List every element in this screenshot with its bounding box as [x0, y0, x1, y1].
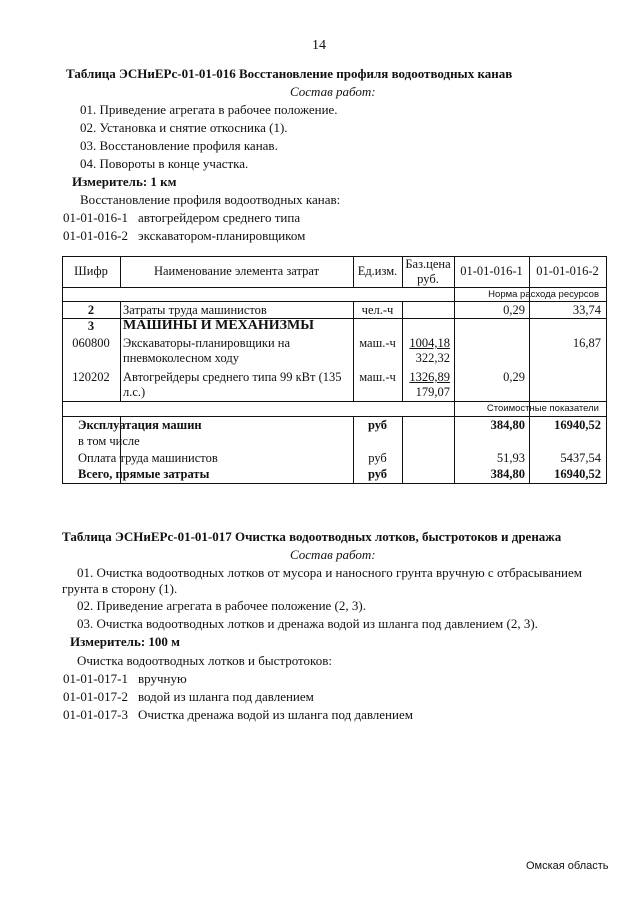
- graders-code: 120202: [72, 370, 110, 384]
- total-unit: руб: [367, 467, 388, 481]
- labor-code: 2: [87, 303, 95, 317]
- header-base-price-line2: руб.: [417, 272, 439, 286]
- header-cipher: Шифр: [74, 264, 108, 278]
- graders-name-line2: л.с.): [123, 385, 146, 399]
- table2-variant-1-text: вручную: [138, 671, 187, 686]
- graders-name-line1: Автогрейдеры среднего типа 99 кВт (135: [123, 370, 342, 384]
- table2-step-2: 02. Приведение агрегата в рабочее положение (2, 3).: [77, 598, 366, 613]
- operation-v2: 16940,52: [554, 418, 601, 432]
- excavators-price-2: 322,32: [415, 351, 450, 365]
- table2-meter: Измеритель: 100 м: [70, 634, 181, 649]
- table1-step-3: 03. Восстановление профиля канав.: [80, 138, 278, 153]
- total-v1: 384,80: [490, 467, 525, 481]
- table2-variant-1-code: 01-01-017-1: [63, 671, 128, 686]
- table1-step-1: 01. Приведение агрегата в рабочее положение.: [80, 102, 338, 117]
- labor-name: Затраты труда машинистов: [123, 303, 267, 317]
- table2-description: Очистка водоотводных лотков и быстротоков:: [77, 653, 332, 668]
- table1-variant-1-text: автогрейдером среднего типа: [138, 210, 301, 225]
- excavators-price-1: 1004,18: [409, 336, 450, 350]
- table2-step-1-line2: грунта в сторону (1).: [62, 581, 178, 596]
- operation-name: Эксплуатация машин: [78, 418, 202, 432]
- wages-v1: 51,93: [496, 451, 525, 465]
- table1-variant-1-code: 01-01-016-1: [63, 210, 128, 225]
- table1-variant-2-code: 01-01-016-2: [63, 228, 128, 243]
- excavators-name-line1: Экскаваторы-планировщики на: [123, 336, 291, 350]
- table2-work-heading: Состав работ:: [290, 547, 376, 562]
- table2-title: Таблица ЭСНиЕРс-01-01-017 Очистка водоотводных лотков, быстротоков и дренажа: [62, 529, 562, 544]
- excavators-code: 060800: [72, 336, 110, 350]
- page-number: 14: [312, 38, 326, 53]
- cost-caption: Стоимостные показатели: [486, 403, 599, 414]
- table2-variant-3-code: 01-01-017-3: [63, 707, 128, 722]
- table2-step-3: 03. Очистка водоотводных лотков и дренажа водой из шланга под давлением (2, 3).: [77, 616, 538, 631]
- table1-variant-2-text: экскаватором-планировщиком: [138, 228, 306, 243]
- footer-region: Омская область: [526, 860, 609, 872]
- labor-unit: чел.-ч: [361, 303, 394, 317]
- header-col2: 01-01-016-2: [536, 264, 599, 278]
- total-v2: 16940,52: [554, 467, 601, 481]
- table2-variant-3-text: Очистка дренажа водой из шланга под давлением: [138, 707, 413, 722]
- table1-meter: Измеритель: 1 км: [72, 174, 177, 189]
- operation-unit: руб: [367, 418, 388, 432]
- machines-heading: МАШИНЫ И МЕХАНИЗМЫ: [123, 318, 315, 333]
- graders-price-1: 1326,89: [409, 370, 450, 384]
- labor-v2: 33,74: [572, 303, 601, 317]
- excavators-v2: 16,87: [572, 336, 601, 350]
- wages-name: Оплата труда машинистов: [78, 451, 218, 465]
- wages-v2: 5437,54: [560, 451, 601, 465]
- table1-step-4: 04. Повороты в конце участка.: [80, 156, 249, 171]
- including-label: в том числе: [78, 434, 140, 448]
- total-name: Всего, прямые затраты: [78, 467, 210, 481]
- graders-unit: маш.-ч: [359, 370, 396, 384]
- wages-unit: руб: [368, 451, 387, 465]
- graders-price-2: 179,07: [415, 385, 450, 399]
- header-base-price-line1: Баз.цена: [405, 257, 451, 271]
- graders-v1: 0,29: [503, 370, 525, 384]
- excavators-unit: маш.-ч: [359, 336, 396, 350]
- norm-caption: Норма расхода ресурсов: [488, 289, 599, 300]
- table1-description: Восстановление профиля водоотводных канав:: [80, 192, 341, 207]
- table2-variant-2-text: водой из шланга под давлением: [138, 689, 314, 704]
- excavators-name-line2: пневмоколесном ходу: [123, 351, 239, 365]
- header-name: Наименование элемента затрат: [153, 264, 320, 278]
- table1-work-heading: Состав работ:: [290, 84, 376, 99]
- header-col1: 01-01-016-1: [460, 264, 523, 278]
- resource-table: [62, 256, 607, 484]
- table1-step-2: 02. Установка и снятие откосника (1).: [80, 120, 288, 135]
- labor-v1: 0,29: [503, 303, 525, 317]
- header-unit: Ед.изм.: [357, 264, 398, 278]
- table2-step-1-line1: 01. Очистка водоотводных лотков от мусора и наносного грунта вручную с отбрасыванием: [77, 565, 582, 580]
- machines-code: 3: [87, 319, 95, 333]
- operation-v1: 384,80: [490, 418, 525, 432]
- table1-title: Таблица ЭСНиЕРс-01-01-016 Восстановление профиля водоотводных канав: [66, 66, 513, 81]
- table2-variant-2-code: 01-01-017-2: [63, 689, 128, 704]
